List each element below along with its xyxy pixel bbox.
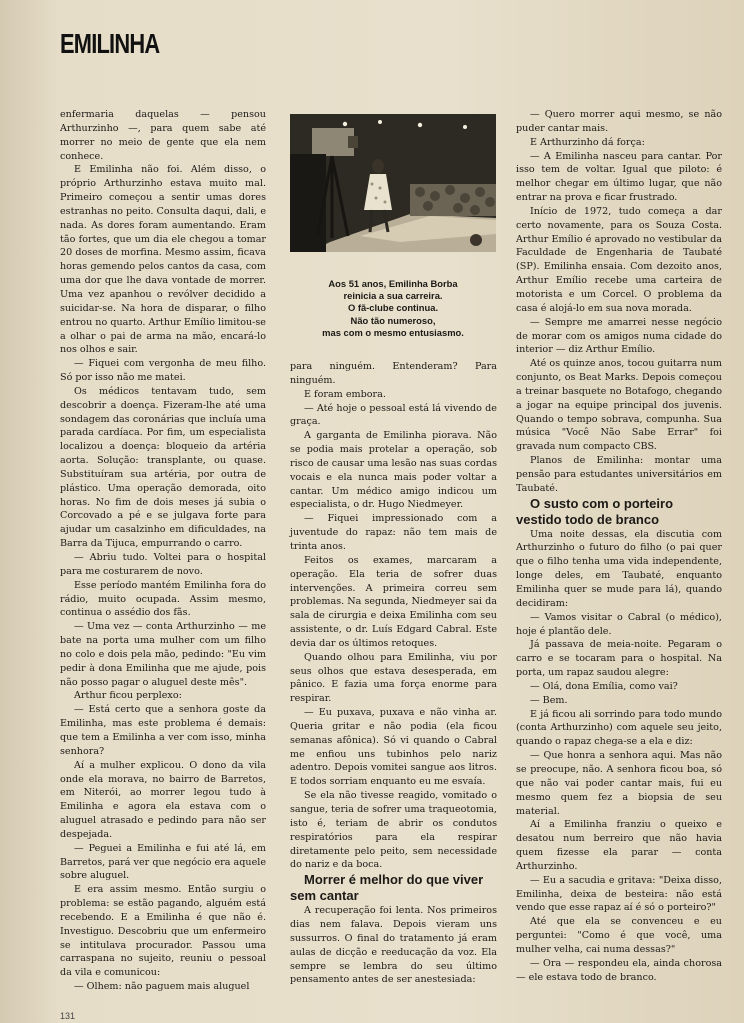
- body-paragraph: — Uma vez — conta Arthurzinho — me bate na porta uma mulher com um filho no colo e dois pela mão, pedindo: "Eu vim pedir à dona Emilinha que me ajude, pois não posso pagar o aluguel deste mês".: [60, 621, 266, 688]
- caption-line: mas com o mesmo entusiasmo.: [322, 326, 464, 338]
- body-paragraph: — Está certo que a senhora goste da Emilinha, mas este problema é demais: que tem a Emilinha a ver com isso, minha senhora?: [60, 704, 266, 757]
- body-paragraph: — Quero morrer aqui mesmo, se não puder cantar mais.: [516, 109, 722, 134]
- body-paragraph: E Arthurzinho dá força:: [530, 136, 645, 148]
- body-paragraph: Arthur ficou perplexo:: [74, 690, 182, 702]
- body-paragraph: — Olá, dona Emília, como vai?: [530, 680, 678, 692]
- body-paragraph: E era assim mesmo. Então surgiu o problema: se estão pagando, alguém está recebendo. E a Emilinha é que não é. Investiguo. Descobriu que um enfermeiro se intitulava procurador. Passou uma carraspana no sujeito, reuniu o pessoal da vila e comunicou:: [60, 884, 266, 979]
- body-paragraph: A garganta de Emilinha piorava. Não se podia mais protelar a operação, sob risco de causar uma lesão nas suas cordas vocais e ela nunca mais poder voltar a cantar. Um médico amigo indicou um especialista, o dr. Hugo Niedmeyer.: [290, 430, 497, 511]
- column-2: [290, 360, 497, 987]
- body-paragraph: — Fiquei com vergonha de meu filho. Só por isso não me matei.: [60, 358, 266, 384]
- body-paragraph: — Vamos visitar o Cabral (o médico), hoje é plantão dele.: [516, 611, 722, 637]
- column-1: [60, 108, 266, 994]
- body-paragraph: — Fiquei impressionado com a juventude do rapaz: não tem mais de trinta anos.: [290, 513, 497, 552]
- body-paragraph: — Bem.: [530, 694, 568, 706]
- section-subhead: O susto com o porteiro vestido todo de branco: [516, 495, 674, 527]
- body-paragraph: — Eu puxava, puxava e não vinha ar. Queria gritar e não podia (ela ficou semanas afônica). Só vi quando o Cabral me enfiou uns tubinhos pelo nariz adentro. Depois vomitei sangue aos litros. E todos sorriam enquanto eu me esvaía.: [290, 707, 497, 788]
- body-paragraph: Os médicos tentavam tudo, sem descobrir a doença. Fizeram-lhe até uma sondagem das coronárias que incluía uma parada cardíaca. Por fim, um especialista localizou a doença: bloqueio da artéria aorta. Solução: transplante, ou quase. Substituíram sua artéria, por outra de plástico. Uma operação demorada, oito horas. No fim de dois meses já subia o Corcovado a pé e se julgava forte para ajudar um casalzinho em dificuldades, na Barra da Tijuca, empurrando o carro.: [60, 385, 266, 550]
- body-paragraph: E Emilinha não foi. Além disso, o próprio Arthurzinho estava muito mal. Primeiro começou a sentir umas dores estranhas no peito. Consulta daqui, dali, e nada. As dores foram aumentando. Eram tão fortes, que um dia ele chegou a tomar 20 doses de morfina. Mesmo assim, ficava horas gemendo pelos cantos da casa, com uma dor que lhe dava vontade de morrer. Uma vez apanhou o revólver decidido a suicidar-se. Na hora de disparar, o filho entrou no quarto. Arthur Emílio limitou-se a olhar o pai de arma na mão, encará-lo nos olhos e sair.: [60, 164, 266, 356]
- photo-emilinha-stage: [290, 114, 496, 252]
- caption-line: O fã-clube continua.: [347, 302, 439, 314]
- body-paragraph: A recuperação foi lenta. Nos primeiros dias nem falava. Depois vieram uns sussurros. O final do tratamento já eram aulas de dicção e reeducação da voz. Ela sempre se lembra do seu último pensamento antes de ser anestesiada:: [290, 905, 497, 986]
- body-paragraph: — Sempre me amarrei nesse negócio de morar com os amigos numa cidade do interior — diz Arthur Emílio.: [516, 316, 722, 356]
- body-paragraph: — Abriu tudo. Voltei para o hospital para me costurarem de novo.: [60, 552, 266, 577]
- body-paragraph: Até que ela se convenceu e eu perguntei: "Como é que você, uma mulher velha, cai numa dessas?": [516, 916, 722, 955]
- body-paragraph: — Ora — respondeu ela, ainda chorosa — ele estava todo de branco.: [516, 957, 722, 983]
- photo-illustration: [290, 114, 496, 252]
- body-paragraph: — Até hoje o pessoal está lá vivendo de graça.: [290, 402, 497, 428]
- body-paragraph: Início de 1972, tudo começa a dar certo novamente, para os Souza Costa. Arthur Emílio é aprovado no vestibular da Faculdade de Engenharia de Taubaté (SP). Emilinha ensaia. Com dezoito anos, Arthur Emílio recebe uma carteira de motorista e um Corcel. O problema da casa é alojá-lo em sua nova morada.: [516, 205, 722, 314]
- body-paragraph: — A Emilinha nasceu para cantar. Por isso tem de voltar. Igual que piloto: é melhor chegar em último lugar, que não entrar na prova e ficar frustrado.: [516, 150, 722, 204]
- page-title: EMILINHA: [60, 28, 160, 59]
- body-paragraph: Se ela não tivesse reagido, vomitado o sangue, teria de sofrer uma traqueotomia, isto é, teriam de abrir os condutos respiratórios para ela respirar diretamente pelo peito, sem necessidade do nariz e da boca.: [290, 790, 497, 871]
- caption-line: Aos 51 anos, Emilinha Borba: [328, 278, 458, 289]
- body-paragraph: Esse período mantém Emilinha fora do rádio, muito ocupada. Assim mesmo, continua o assédio dos fãs.: [60, 579, 266, 619]
- body-paragraph: — Eu a sacudia e gritava: "Deixa disso, Emilinha, deixa de besteira: não está vendo que esse rapaz aí é só o porteiro?": [516, 874, 722, 914]
- body-paragraph: — Olhem: não paguem mais aluguel: [74, 981, 250, 993]
- body-paragraph: Uma noite dessas, ela discutia com Arthurzinho o futuro do filho (o pai quer que o filho tenha uma vida independente, longe deles, em Taubaté, enquanto Emilinha quer se mude para lá), quando decidiram:: [516, 528, 722, 609]
- body-paragraph: Já passava de meia-noite. Pegaram o carro e se tocaram para o hospital. Na porta, um rapaz saudou alegre:: [516, 639, 722, 679]
- column-3: [516, 108, 722, 984]
- body-paragraph: Até os quinze anos, tocou guitarra num conjunto, os Beat Marks. Depois começou a treinar basquete no Botafogo, chegando a jogar na equipe principal dos juvenis. Quando o tempo sobrava, compunha. Sua música "Você Não Sabe Errar" foi gravada num compacto CBS.: [516, 358, 722, 453]
- body-paragraph: Quando olhou para Emilinha, viu por seus olhos que estava desesperada, em pânico. E fazia uma força enorme para respirar.: [290, 651, 497, 705]
- body-paragraph: — Peguei a Emilinha e fui até lá, em Barretos, pará ver que negócio era aquele sobre aluguel.: [60, 842, 266, 882]
- body-paragraph: enfermaria daquelas — pensou Arthurzinho —, para quem sabe até morrer no meio de gente que ela nem conhece.: [60, 109, 266, 162]
- caption-line: reinicia a sua carreira.: [343, 290, 443, 302]
- body-paragraph: Aí a mulher explicou. O dono da vila onde ela morava, no bairro de Barretos, em Niterói, ao morrer legou tudo à Emilinha e agora ela estava com o aluguel atrasado e pedindo para não ser despejada.: [60, 759, 266, 840]
- photo-caption: [290, 278, 496, 339]
- body-paragraph: Feitos os exames, marcaram a operação. Ela teria de sofrer duas intervenções. A primeira correu sem problemas. Na segunda, Niedmeyer sai da sala de cirurgia e deixa Emilinha com seu assistente, o dr. Luís Edgard Cabral. Este devia dar os últimos retoques.: [290, 554, 497, 649]
- body-paragraph: E já ficou ali sorrindo para todo mundo (conta Arthurzinho) com aquele seu jeito, quando o rapaz chega-se a ela e diz:: [516, 708, 722, 748]
- body-paragraph: para ninguém. Entenderam? Para ninguém.: [290, 361, 497, 386]
- body-paragraph: — Que honra a senhora aqui. Mas não se preocupe, não. A senhora ficou boa, só que não vai poder cantar mais, fui eu mesmo quem fez a biopsia de seu material.: [516, 750, 722, 817]
- body-paragraph: E foram embora.: [304, 388, 386, 400]
- body-paragraph: Planos de Emilinha: montar uma pensão para estudantes universitários em Taubaté.: [516, 455, 722, 494]
- page-number: 131: [60, 1011, 76, 1021]
- caption-line: Não tão numeroso,: [350, 314, 436, 326]
- body-paragraph: Aí a Emilinha franziu o queixo e desatou num berreiro que não havia quem fizesse ela parar — conta Arthurzinho.: [516, 819, 722, 872]
- section-subhead: Morrer é melhor do que viver sem cantar: [290, 872, 484, 904]
